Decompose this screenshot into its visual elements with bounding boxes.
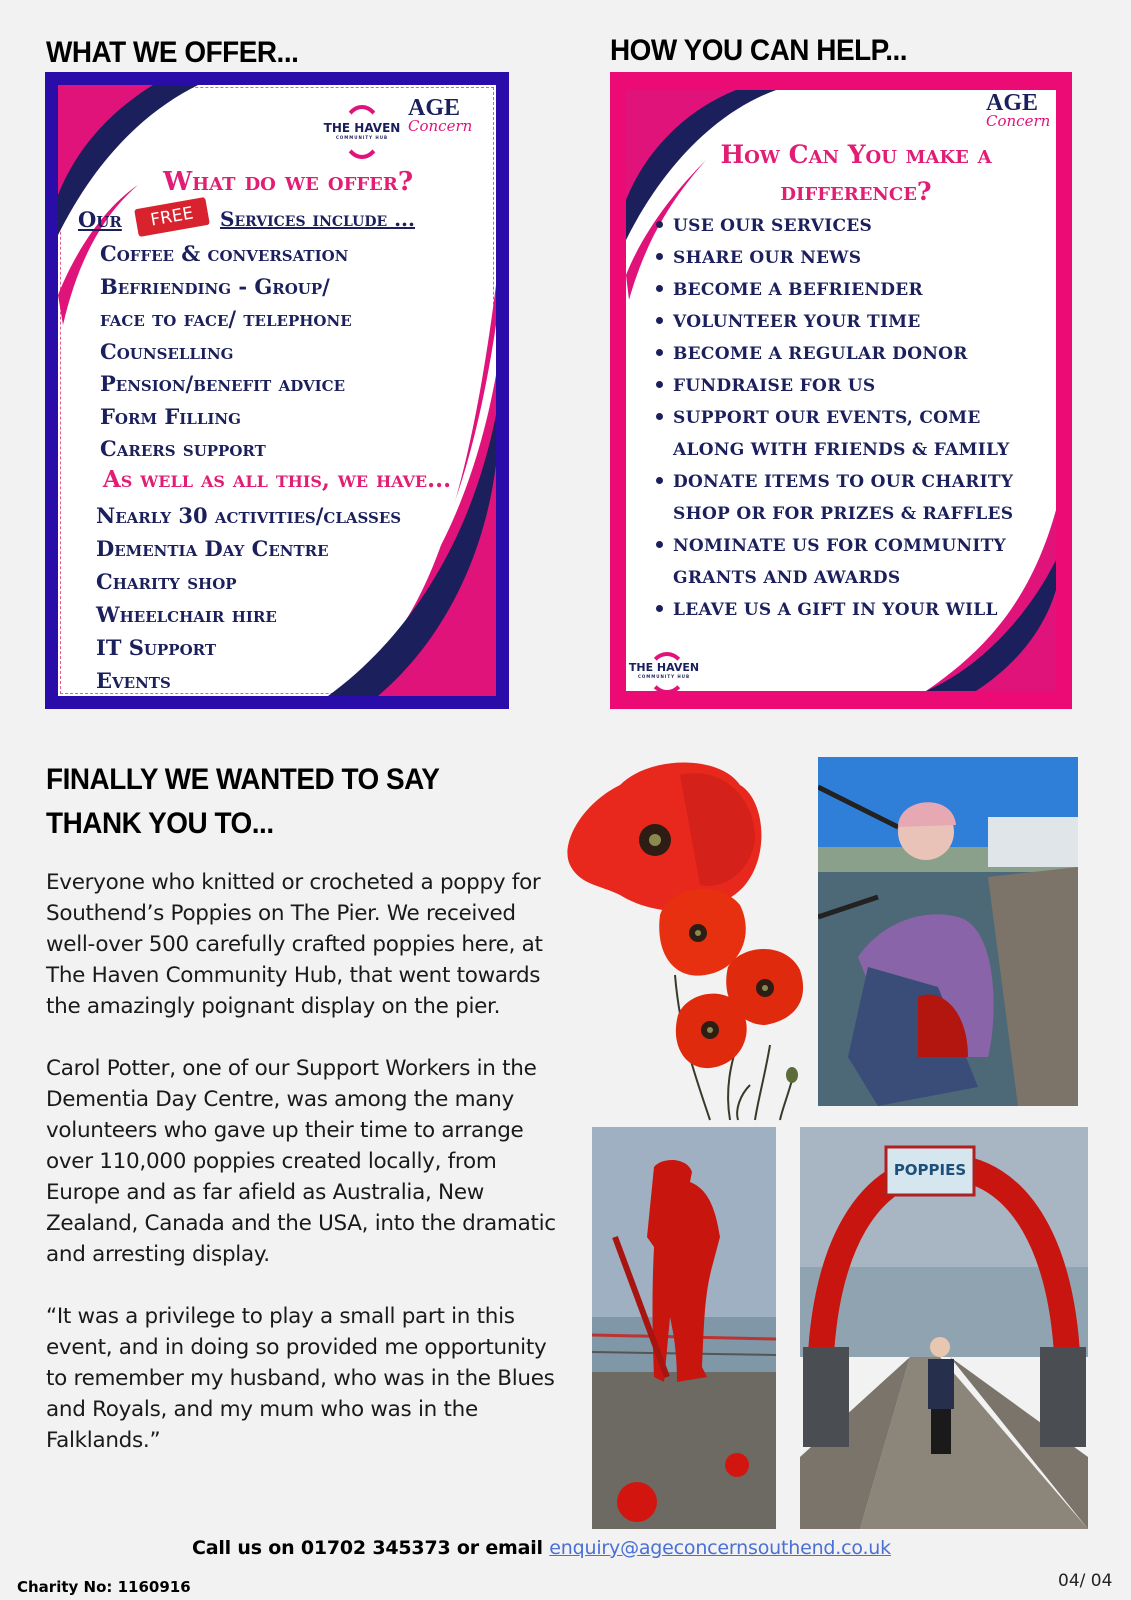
also-item: IT Support (96, 635, 216, 660)
help-item (656, 434, 1013, 466)
also-item: Events (96, 668, 171, 693)
help-item-text: FUNDRAISE FOR US (673, 376, 876, 396)
help-heading: HOW YOU CAN HELP... (610, 34, 908, 67)
help-items-list (656, 210, 1013, 626)
help-poster-title (666, 136, 1046, 210)
concern-logo-text: Concern (408, 117, 473, 135)
help-item (656, 498, 1013, 530)
page-number: 04/ 04 (1058, 1571, 1113, 1591)
help-title-line1: How Can You make a (720, 140, 992, 169)
photo-soldier-graphic (592, 1127, 776, 1529)
haven-logo-subtext: COMMUNITY HUB (335, 135, 389, 140)
arch-sign-text: POPPIES (893, 1161, 967, 1179)
haven-logo (320, 101, 404, 161)
age-concern-logo (408, 97, 476, 133)
help-item (656, 306, 1013, 338)
also-item: Nearly 30 activities/classes (96, 503, 402, 528)
thanks-paragraph-3: “It was a privilege to play a small part in this event, and in doing so provided me opportunity to remember my husband, who was in the Blues and Royals, and my mum who was in the Falklands.” (46, 1304, 555, 1453)
charity-number: Charity No: 1160916 (17, 1578, 191, 1596)
contact-line (192, 1537, 891, 1559)
service-item: Pension/benefit advice (100, 371, 346, 396)
service-item: Form Filling (100, 403, 241, 429)
help-item (656, 338, 1013, 370)
help-item (656, 466, 1013, 498)
haven-logo-subtext: COMMUNITY HUB (637, 674, 691, 679)
bullet-icon (656, 381, 663, 388)
thanks-heading-line1: FINALLY WE WANTED TO SAY (46, 763, 440, 796)
help-item (656, 530, 1013, 562)
offer-subtitle (78, 203, 488, 237)
service-item: Carers support (100, 436, 266, 461)
offer-poster-inner (58, 85, 496, 696)
email-link[interactable]: enquiry@ageconcernsouthend.co.uk (549, 1537, 891, 1559)
subtitle-services: Services include ... (220, 207, 415, 231)
photo-volunteer-on-pier (818, 757, 1078, 1106)
help-item (656, 562, 1013, 594)
help-item-text: NOMINATE US FOR COMMUNITY (673, 536, 1006, 556)
bullet-icon (656, 221, 663, 228)
also-item: Wheelchair hire (96, 602, 277, 627)
help-item (656, 274, 1013, 306)
help-item-text: SHOP OR FOR PRIZES & RAFFLES (673, 504, 1014, 524)
help-item-text: LEAVE US A GIFT IN YOUR WILL (673, 600, 998, 620)
help-item-text: USE OUR SERVICES (673, 216, 873, 236)
also-item: Charity shop (96, 569, 237, 594)
photo-soldier-silhouette (592, 1127, 776, 1529)
also-item: Dementia Day Centre (96, 536, 329, 561)
help-item (656, 402, 1013, 434)
bullet-icon (656, 317, 663, 324)
bullet-icon (656, 541, 663, 548)
help-item (656, 210, 1013, 242)
thanks-paragraph-1: Everyone who knitted or crocheted a poppy for Southend’s Poppies on The Pier. We received well-over 500 carefully crafted poppies here, at The Haven Community Hub, that went towards the amazingly poignant display on the pier. (46, 870, 543, 1019)
also-heading: As well as all this, we have... (102, 466, 452, 493)
help-item (656, 242, 1013, 274)
bullet-icon (656, 253, 663, 260)
help-item (656, 594, 1013, 626)
offer-poster-title: What do we offer? (162, 167, 414, 197)
help-item-text: SHARE OUR NEWS (673, 248, 862, 268)
help-item-text: BECOME A BEFRIENDER (673, 280, 923, 300)
haven-logo (626, 650, 706, 690)
help-item (656, 370, 1013, 402)
service-item: face to face/ telephone (100, 306, 352, 331)
help-item-text: BECOME A REGULAR DONOR (673, 344, 968, 364)
help-item-text: ALONG WITH FRIENDS & FAMILY (673, 440, 1010, 460)
help-title-line2: difference? (780, 177, 932, 206)
help-poster-inner (626, 90, 1056, 691)
service-item: Counselling (100, 338, 234, 364)
haven-logo-text: THE HAVEN (628, 661, 700, 674)
thanks-body (46, 867, 566, 1456)
service-item: Befriending - Group/ (100, 273, 330, 299)
poppy-illustration (560, 745, 820, 1125)
concern-logo-text: Concern (986, 112, 1051, 130)
help-poster (610, 72, 1072, 709)
subtitle-our: Our (78, 207, 122, 232)
thanks-paragraph-2: Carol Potter, one of our Support Workers in the Dementia Day Centre, was among the many volunteers who gave up their time to arrange over 110,000 poppies created locally, from Europe and as far afield as Australia, New Zealand, Canada and the USA, into the dramatic and arresting display. (46, 1056, 556, 1267)
age-logo-text: AGE (986, 90, 1039, 116)
offer-poster (45, 72, 509, 709)
bullet-icon (656, 285, 663, 292)
bullet-icon (656, 349, 663, 356)
thanks-heading (46, 758, 439, 846)
thanks-heading-line2: THANK YOU TO... (46, 807, 274, 840)
bullet-icon (656, 477, 663, 484)
bullet-icon (656, 413, 663, 420)
free-ribbon-badge: FREE (134, 197, 210, 237)
contact-phone-text: Call us on 01702 345373 or email (192, 1537, 550, 1559)
photo-volunteer-graphic (818, 757, 1078, 1106)
haven-logo-text: THE HAVEN (323, 121, 401, 135)
photo-arch-graphic (800, 1127, 1088, 1529)
help-item-text: SUPPORT OUR EVENTS, COME (673, 408, 981, 428)
free-services-list (100, 238, 352, 466)
help-item-text: GRANTS AND AWARDS (673, 568, 901, 588)
age-concern-logo (986, 92, 1050, 128)
age-logo-text: AGE (408, 95, 461, 121)
service-item: Coffee & conversation (100, 241, 349, 266)
also-items-list (96, 499, 401, 696)
photo-poppy-arch (800, 1127, 1088, 1529)
bullet-icon (656, 605, 663, 612)
help-item-text: DONATE ITEMS TO OUR CHARITY (673, 472, 1014, 492)
offer-heading: WHAT WE OFFER... (46, 36, 299, 69)
help-item-text: VOLUNTEER YOUR TIME (673, 312, 921, 332)
